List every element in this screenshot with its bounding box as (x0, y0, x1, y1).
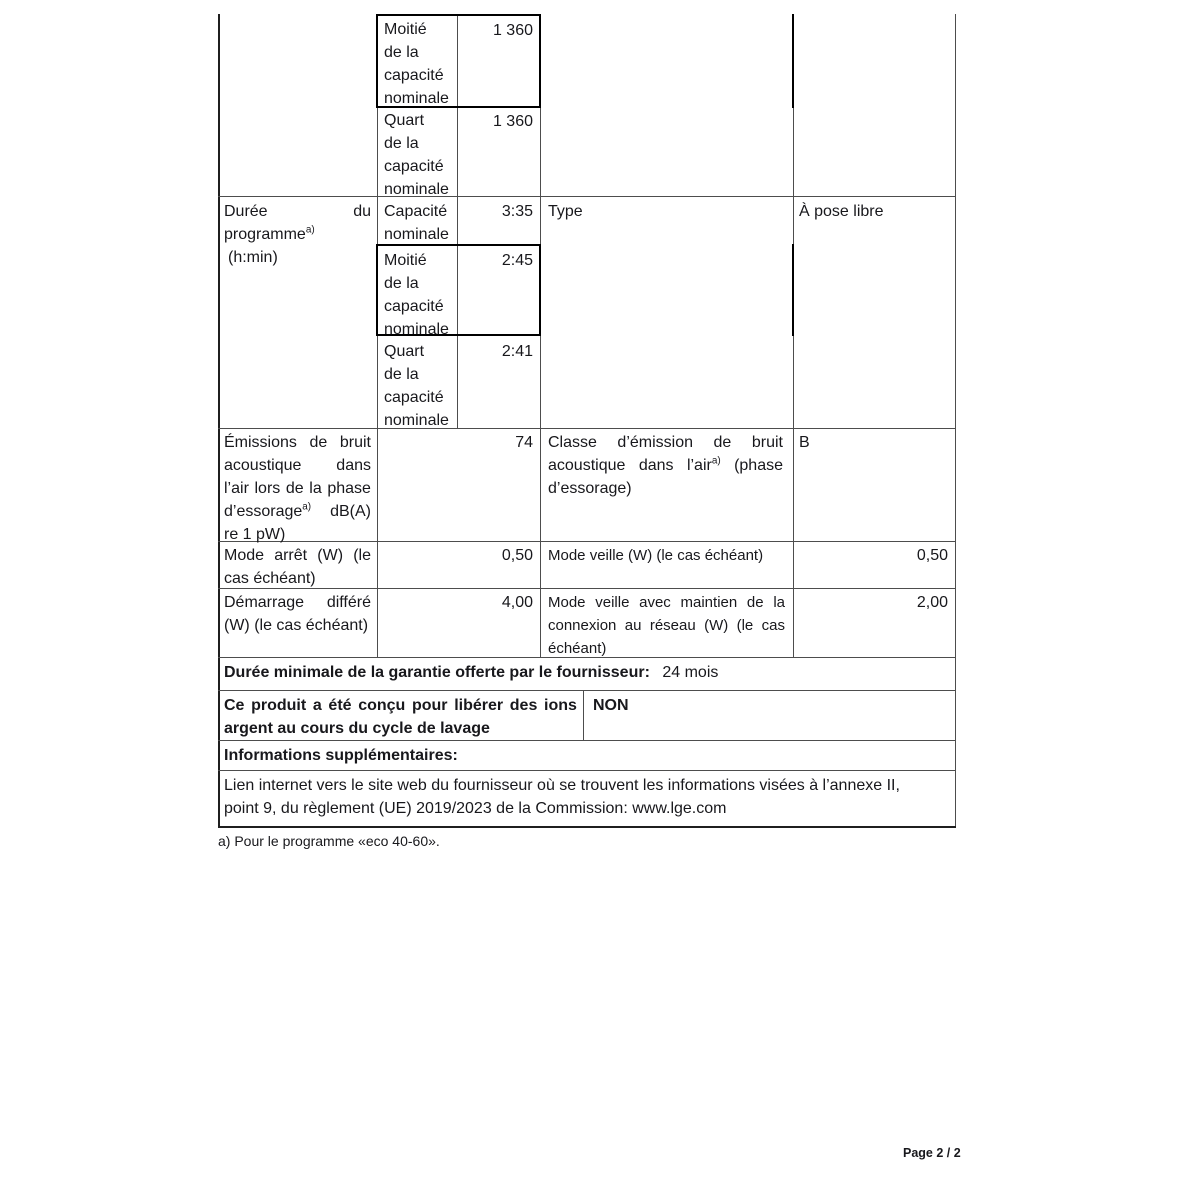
supplier-link-text (224, 774, 946, 820)
type-label: Type (548, 203, 583, 220)
subrow-quarter-capacity-value: 1 360 (492, 113, 533, 130)
label-line: Durée du (224, 203, 371, 220)
subrow-quarter-duration-label (384, 340, 454, 432)
noise-emission-value: 74 (515, 434, 533, 451)
label-line: re 1 pW) (224, 526, 286, 543)
networked-standby-label (548, 591, 785, 660)
sublabel-line: nominale (384, 321, 449, 338)
label-line: acoustique dans l’air$^{a)}$ (phase (548, 455, 783, 474)
divider-silver-ions (583, 690, 584, 740)
subrow-half-capacity-value: 1 360 (492, 22, 533, 39)
sublabel-line: nominale (384, 181, 449, 198)
sublabel-line: capacité (384, 389, 444, 406)
highlight-seg-duration (792, 244, 794, 336)
delay-start-label (224, 591, 371, 637)
sublabel-line: Moitié (384, 21, 427, 38)
standby-label: Mode veille (W) (le cas échéant) (548, 547, 764, 564)
silver-ions-value: NON (593, 697, 629, 714)
subrow-rated-capacity-value: 3:35 (501, 203, 533, 220)
noise-class-value: B (799, 434, 810, 451)
row-line-noise (218, 428, 956, 429)
label-line: (W) (le cas échéant) (224, 617, 369, 634)
label-line: Démarrage différé (224, 594, 371, 611)
table-border-left (218, 14, 220, 828)
label-line: Émissions de bruit (224, 434, 371, 451)
subrow-half-duration-value: 2:45 (501, 252, 533, 269)
sublabel-line: de la (384, 275, 419, 292)
label-line: l’air lors de la phase (224, 480, 371, 497)
networked-standby-value: 2,00 (916, 594, 948, 611)
sublabel-line: de la (384, 135, 419, 152)
label-line: d’essorage) (548, 480, 632, 497)
link-line: Lien internet vers le site web du fournisseur où se trouvent les informations visées à l’annexe II, (224, 777, 900, 794)
row-line-additional-info (218, 740, 956, 741)
subrow-quarter-duration-value: 2:41 (501, 343, 533, 360)
warranty-value: 24 mois (662, 664, 719, 681)
label-line: (h:min) (228, 249, 278, 266)
table-border-right (955, 14, 956, 828)
additional-info-label: Informations supplémentaires: (224, 747, 458, 764)
label-line: Classe d’émission de bruit (548, 434, 783, 451)
label-line: acoustique dans (224, 457, 371, 474)
product-fiche-table (218, 14, 956, 828)
sublabel-line: nominale (384, 412, 449, 429)
subrow-rated-capacity-label (384, 200, 454, 246)
label-line: d’essorage$^{a)}$ dB(A) (224, 501, 371, 520)
link-line: point 9, du règlement (UE) 2019/2023 de la Commission: www.lge.com (224, 800, 727, 817)
table-border-bottom (218, 826, 956, 828)
sublabel-line: capacité (384, 158, 444, 175)
sublabel-line: nominale (384, 90, 449, 107)
sublabel-line: capacité (384, 67, 444, 84)
off-mode-label (224, 544, 371, 590)
label-line: connexion au réseau (W) (le cas (548, 617, 785, 634)
page-number: Page 2 / 2 (903, 1146, 961, 1160)
footnote: a) Pour le programme «eco 40-60». (218, 833, 440, 849)
highlight-seg-top (792, 14, 794, 108)
row-line-supplier-link (218, 770, 956, 771)
sublabel-line: de la (384, 44, 419, 61)
sublabel-line: Moitié (384, 252, 427, 269)
label-line: Mode veille avec maintien de la (548, 594, 785, 611)
sublabel-line: capacité (384, 298, 444, 315)
subrow-half-capacity-label (384, 18, 454, 110)
noise-class-label (548, 431, 783, 500)
delay-start-value: 4,00 (501, 594, 533, 611)
sublabel-line: de la (384, 366, 419, 383)
label-line: Ce produit a été conçu pour libérer des ions (224, 697, 577, 714)
label-line: Mode arrêt (W) (le (224, 547, 371, 564)
sublabel-line: Quart (384, 343, 425, 360)
sublabel-line: Capacité (384, 203, 448, 220)
warranty-row (224, 661, 946, 684)
warranty-label: Durée minimale de la garantie offerte par le fournisseur: (224, 664, 650, 681)
sublabel-line: Quart (384, 112, 425, 129)
type-value: À pose libre (799, 203, 884, 220)
subrow-quarter-capacity-label (384, 109, 454, 201)
subrow-half-duration-label (384, 249, 454, 341)
row-line-duration (218, 196, 956, 197)
off-mode-value: 0,50 (501, 547, 533, 564)
row-line-silver-ions (218, 690, 956, 691)
noise-emission-label (224, 431, 371, 546)
label-line: argent au cours du cycle de lavage (224, 720, 490, 737)
label-line: programme$^{a)}$ (224, 224, 315, 243)
label-line: cas échéant) (224, 570, 316, 587)
label-line: échéant) (548, 640, 607, 657)
standby-value: 0,50 (916, 547, 948, 564)
sublabel-line: nominale (384, 226, 449, 243)
silver-ions-label (224, 694, 577, 740)
program-duration-label (224, 200, 371, 269)
